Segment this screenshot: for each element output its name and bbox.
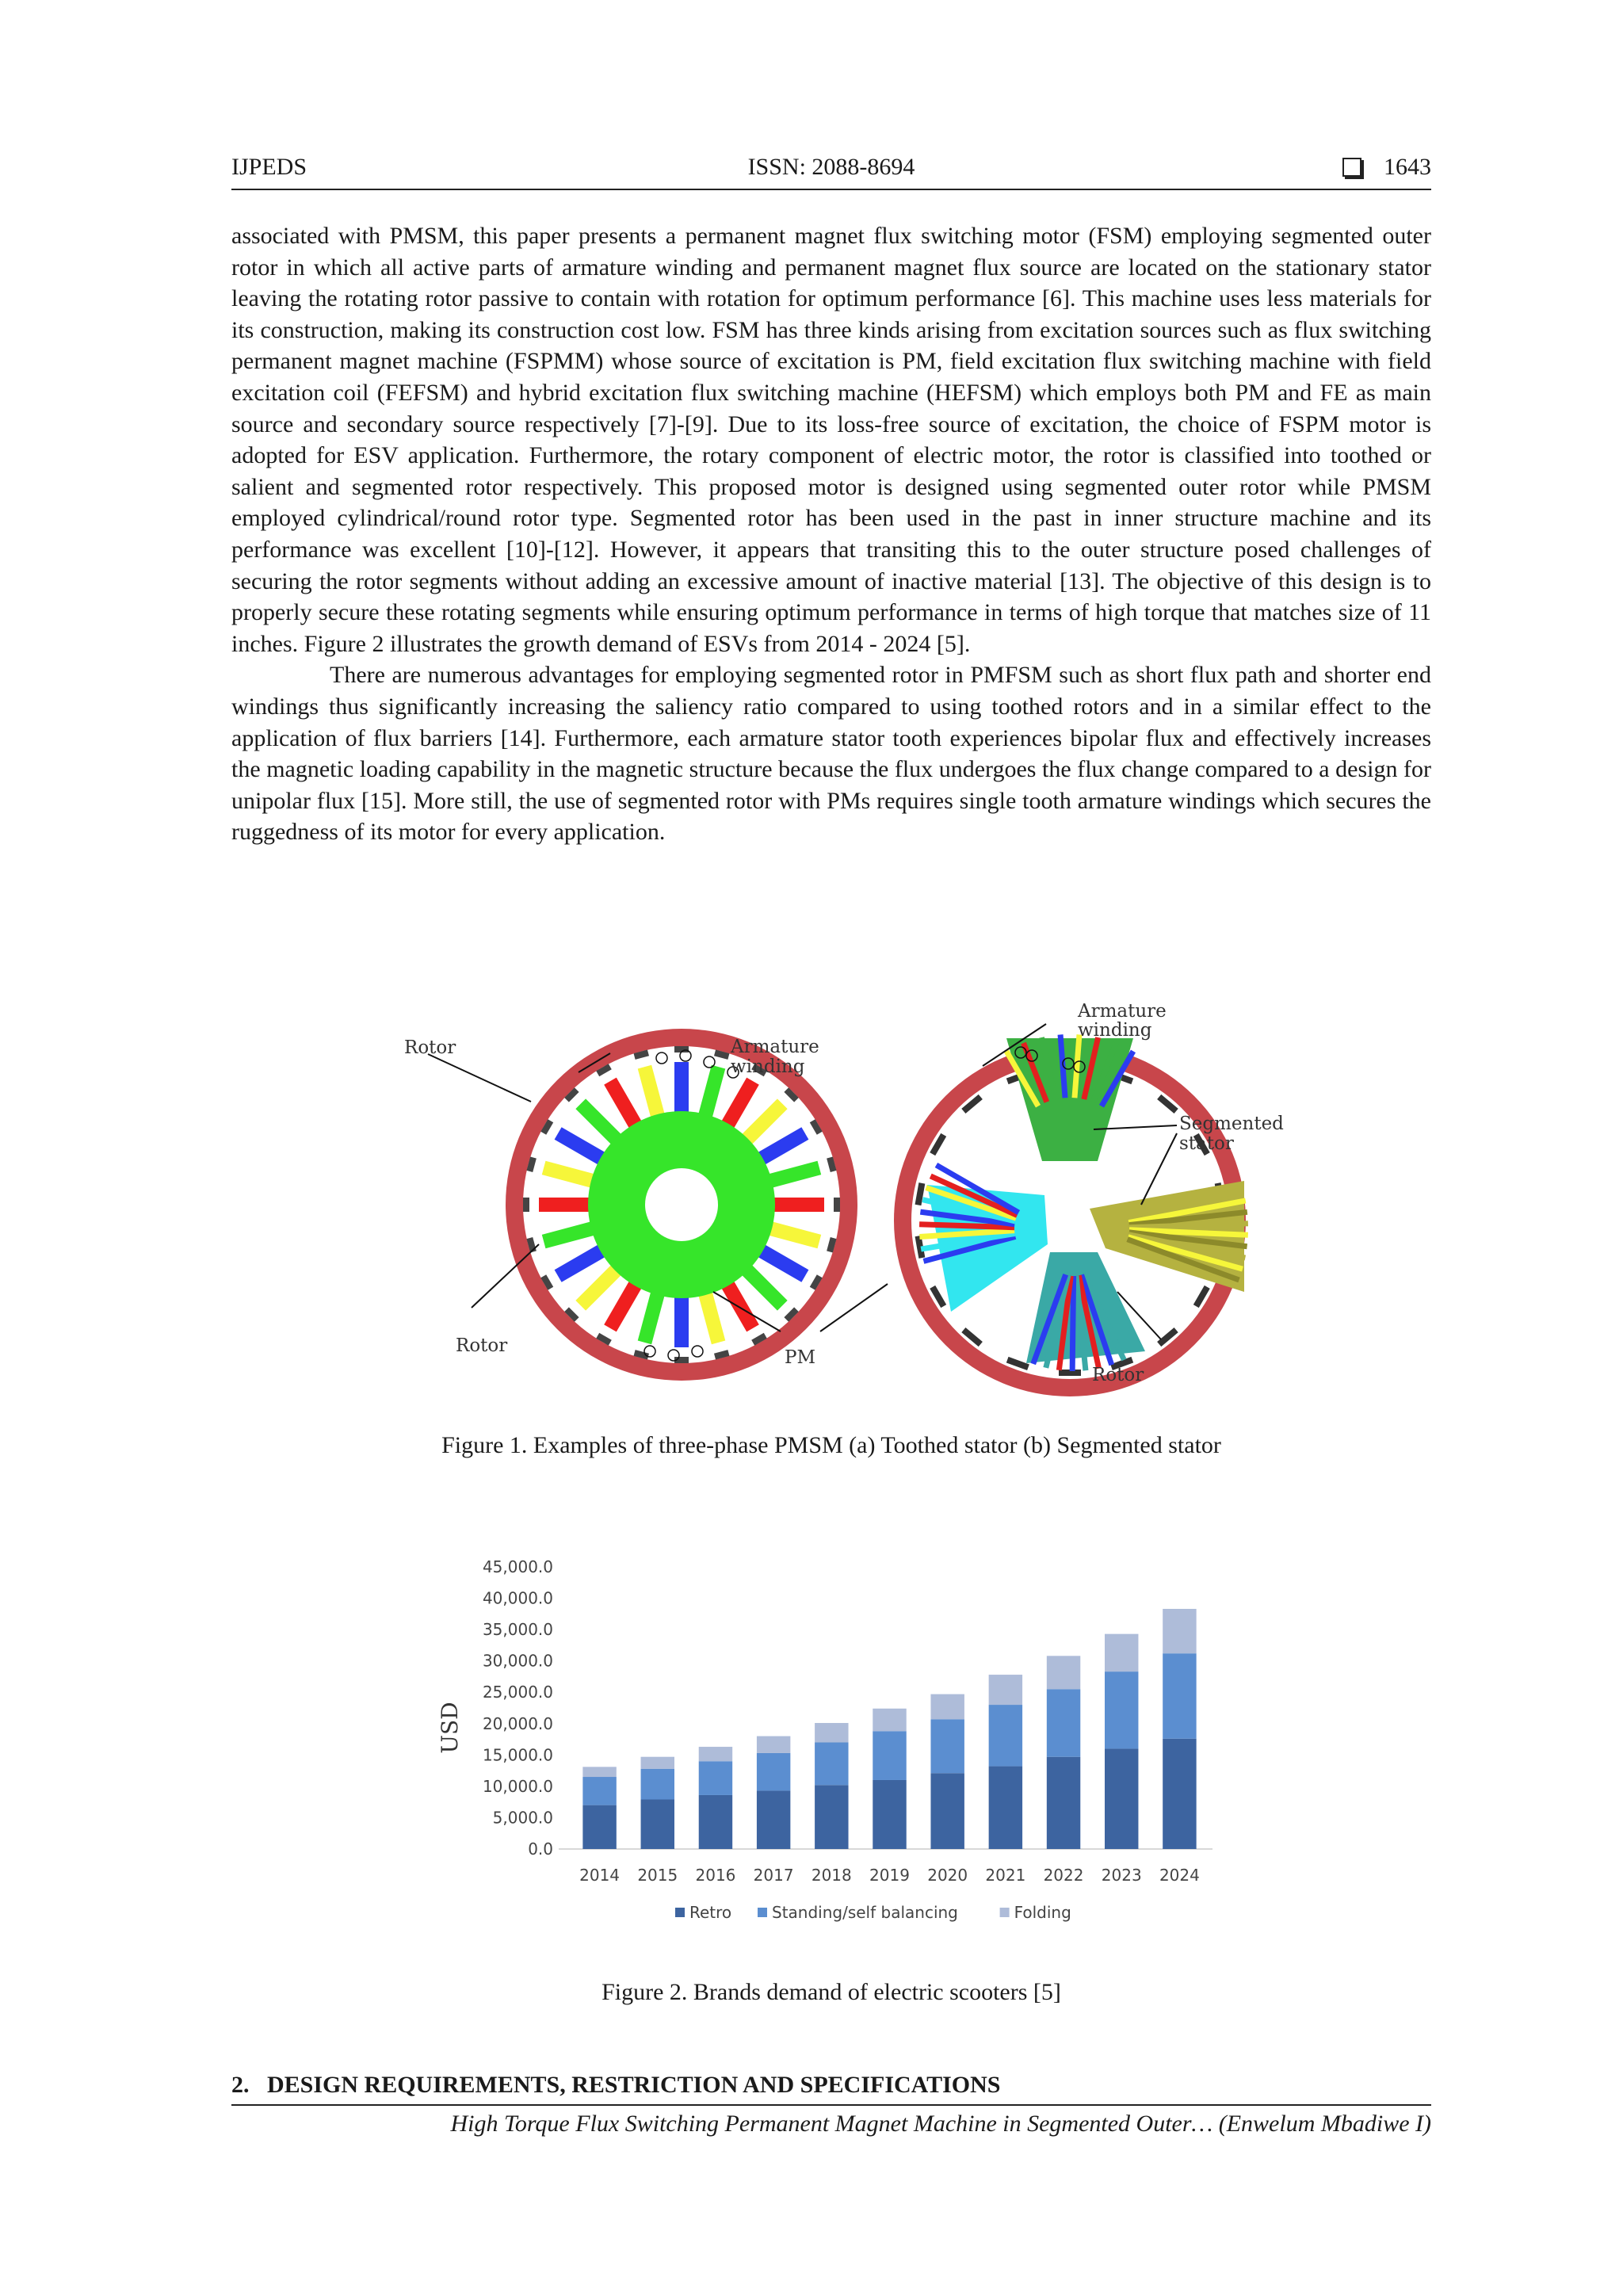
bar-segment [582, 1767, 616, 1777]
paragraph-1: associated with PMSM, this paper presents a permanent magnet flux switching motor (FSM) employing segmented outer rotor in which all active parts of armature winding and permanent magnet flux source are located on the stationary stator leaving the rotating rotor passive to contain with rotation for optimum performance [6]. This machine uses less materials for its construction, making its construction cost low. FSM has three kinds arising from excitation sources such as flux switching permanent magnet machine (FSPMM) whose source of excitation is PM, field excitation flux switching machine with field excitation coil (FEFSM) and hybrid excitation flux switching machine (HEFSM) which employs both PM and FE as main source and secondary source respectively [7]-[9]. Due to its loss-free source of excitation, the choice of FSPM motor is adopted for ESV application. Furthermore, the rotary component of electric motor, the rotor is classified into toothed or salient and segmented rotor respectively. This proposed motor is designed using segmented outer rotor while PMSM employed cylindrical/round rotor type. Segmented rotor has been used in the past in inner structure machine and its performance was excellent [10]-[12]. However, it appears that transiting this to the outer structure posed challenges of securing the rotor segments without adding an excessive amount of inactive material [13]. The objective of this design is to properly secure these rotating segments while ensuring optimum performance in terms of high torque that matches size of 11 inches. Figure 2 illustrates the growth demand of ESVs from 2014 - 2024 [5]. [231, 223, 1431, 657]
legend-swatch [1000, 1908, 1010, 1917]
bar-segment [757, 1736, 790, 1753]
issn: ISSN: 2088-8694 [747, 154, 915, 180]
chart-x-ticks [579, 1866, 1200, 1885]
journal-name: IJPEDS [231, 154, 307, 180]
bar-segment [989, 1767, 1022, 1849]
bar-segment [1047, 1689, 1080, 1756]
bar-segment [873, 1731, 906, 1780]
bar-segment [641, 1769, 674, 1800]
y-tick-label: 40,000.0 [482, 1588, 553, 1608]
chart-bars [582, 1609, 1196, 1849]
motor-b-segmented-stator [894, 1034, 1248, 1396]
pm-block [523, 1198, 529, 1212]
y-tick-label: 30,000.0 [482, 1651, 553, 1671]
segment-tooth [1129, 1224, 1248, 1228]
label-rotor-top: Rotor [404, 1037, 456, 1058]
bar-segment [699, 1747, 732, 1761]
bar-segment [757, 1753, 790, 1790]
stator-tooth [769, 1198, 824, 1212]
x-tick-label: 2018 [811, 1866, 852, 1885]
y-tick-label: 15,000.0 [482, 1745, 553, 1765]
shaft-hole-a [645, 1168, 718, 1241]
figure-1-caption: Figure 1. Examples of three-phase PMSM (a) Toothed stator (b) Segmented stator [441, 1432, 1221, 1458]
bar-segment [815, 1723, 848, 1743]
x-tick-label: 2016 [695, 1866, 736, 1885]
bar-segment [1163, 1739, 1196, 1849]
bar-segment [1105, 1748, 1138, 1849]
label-stator: stator [1179, 1133, 1234, 1154]
page-footer: High Torque Flux Switching Permanent Magnet Machine in Segmented Outer… (Enwelum Mbadiwe I) [231, 2104, 1431, 2137]
bar-segment [1163, 1609, 1196, 1653]
bar-segment [582, 1777, 616, 1805]
y-tick-label: 45,000.0 [482, 1557, 553, 1576]
label-segmented: Segmented [1179, 1114, 1284, 1134]
bar-segment [641, 1757, 674, 1769]
bar-segment [1047, 1757, 1080, 1849]
segment-tooth [1072, 1276, 1073, 1371]
pm-block [834, 1198, 840, 1212]
bar-segment [989, 1705, 1022, 1767]
label-pm: PM [785, 1347, 816, 1368]
x-tick-label: 2021 [985, 1866, 1026, 1885]
y-tick-label: 35,000.0 [482, 1620, 553, 1640]
y-tick-label: 10,000.0 [482, 1776, 553, 1796]
y-tick-label: 5,000.0 [492, 1808, 553, 1828]
legend-label: Folding [1014, 1903, 1071, 1922]
bar-segment [873, 1709, 906, 1731]
figure-1-motor-diagrams [380, 991, 1300, 1403]
legend-swatch [675, 1908, 685, 1917]
bar-segment [815, 1743, 848, 1786]
x-tick-label: 2014 [579, 1866, 621, 1885]
bar-segment [699, 1795, 732, 1849]
x-tick-label: 2015 [637, 1866, 678, 1885]
x-tick-label: 2022 [1043, 1866, 1084, 1885]
bar-segment [989, 1675, 1022, 1705]
bar-segment [815, 1785, 848, 1849]
bar-segment [930, 1773, 964, 1849]
bar-segment [930, 1719, 964, 1773]
paragraph-2: There are numerous advantages for employing segmented rotor in PMFSM such as short flux path and shorter end windings thus significantly increasing the saliency ratio compared to using toothed rotors and in a similar effect to the application of flux barriers [14]. Furthermore, each armature stator tooth experiences bipolar flux and effectively increases the magnetic loading capability in the magnetic structure because the flux undergoes the flux change compared to a design for unipolar flux [15]. More still, the use of segmented rotor with PMs requires single tooth armature windings which secures the ruggedness of its motor for every application. [231, 662, 1431, 846]
bar-segment [1047, 1656, 1080, 1689]
figure-2-caption: Figure 2. Brands demand of electric scooters [5] [601, 1979, 1061, 2005]
bar-segment [930, 1694, 964, 1720]
legend-label: Standing/self balancing [772, 1903, 958, 1922]
label-rotor-b: Rotor [1092, 1365, 1144, 1385]
page-number: 1643 [1384, 154, 1431, 180]
chart-y-axis-label: USD [437, 1702, 463, 1754]
y-tick-label: 0.0 [528, 1839, 553, 1859]
bar-segment [873, 1780, 906, 1849]
bar-segment [1105, 1671, 1138, 1748]
legend-swatch [758, 1908, 767, 1917]
page-number-group [1342, 154, 1431, 181]
x-tick-label: 2019 [869, 1866, 910, 1885]
label-rotor-bottom: Rotor [456, 1335, 508, 1356]
y-tick-label: 25,000.0 [482, 1683, 553, 1702]
figure-2-chart [428, 1549, 1220, 1938]
bar-segment [641, 1800, 674, 1849]
label-winding-b: winding [1078, 1020, 1152, 1041]
motor-a-toothed-stator [506, 1029, 857, 1381]
x-tick-label: 2020 [927, 1866, 968, 1885]
stator-tooth [674, 1292, 689, 1347]
chart-y-ticks [483, 1557, 553, 1859]
page-header [231, 154, 1431, 190]
leader-rotor-top [428, 1054, 531, 1102]
label-winding-a: winding [731, 1056, 805, 1077]
chart-legend [675, 1903, 1071, 1922]
section-heading: 2. DESIGN REQUIREMENTS, RESTRICTION AND SPECIFICATIONS [231, 2072, 1001, 2098]
bar-segment [1105, 1634, 1138, 1671]
x-tick-label: 2024 [1159, 1866, 1200, 1885]
body-text [231, 220, 1431, 848]
bar-segment [582, 1805, 616, 1849]
stator-tooth [539, 1198, 594, 1212]
stator-tooth [674, 1062, 689, 1117]
x-tick-label: 2017 [753, 1866, 794, 1885]
legend-label: Retro [689, 1903, 732, 1922]
bar-segment [1163, 1653, 1196, 1739]
label-armature-a: Armature [731, 1037, 819, 1057]
label-armature-b: Armature [1078, 1001, 1167, 1022]
bar-segment [699, 1761, 732, 1795]
y-tick-label: 20,000.0 [482, 1713, 553, 1733]
bar-segment [757, 1790, 790, 1849]
x-tick-label: 2023 [1101, 1866, 1142, 1885]
square-bullet-icon [1342, 158, 1361, 177]
